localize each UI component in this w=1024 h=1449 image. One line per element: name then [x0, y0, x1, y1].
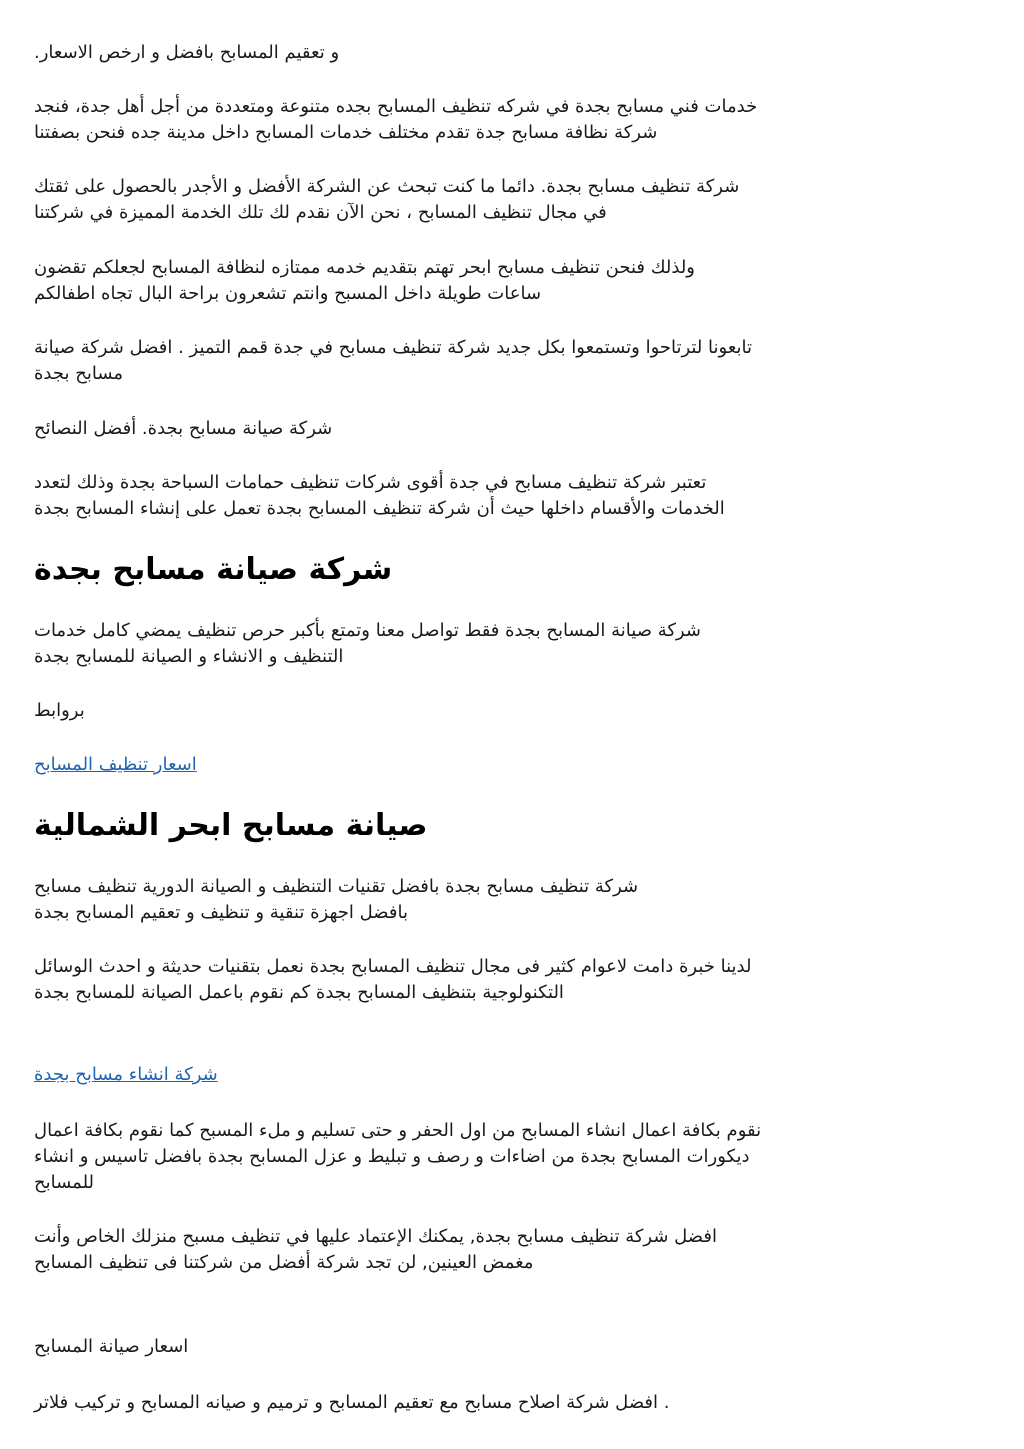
text-line: . افضل شركة اصلاح مسابح مع تعقيم المسابح و ترميم و صيانه المسابح و تركيب فلاتر — [34, 1392, 670, 1413]
link-pool-construction-company[interactable]: شركة انشاء مسابح بجدة — [34, 1064, 218, 1085]
paragraph — [34, 618, 986, 670]
link-block — [34, 1062, 986, 1088]
text-line: نقوم بكافة اعمال انشاء المسابح من اول الحفر و حتى تسليم و ملء المسبح كما نقوم بكافة اعمال — [34, 1120, 762, 1141]
paragraph — [34, 255, 986, 307]
text-line: التكنولوجية بتنظيف المسابح بجدة كم نقوم باعمل الصيانة للمسابح بجدة — [34, 982, 564, 1003]
text-line: اسعار صيانة المسابح — [34, 1336, 189, 1357]
text-line: مغمض العينين, لن تجد شركة أفضل من شركتنا فى تنظيف المسابح — [34, 1252, 534, 1273]
paragraph — [34, 954, 986, 1006]
text-line: شركة تنظيف مسابح بجدة. دائما ما كنت تبحث عن الشركة الأفضل و الأجدر بالحصول على ثقتك — [34, 176, 740, 197]
text-line: مسابح بجدة — [34, 363, 124, 384]
text-line: لدينا خبرة دامت لاعوام كثير فى مجال تنظيف المسابح بجدة نعمل بتقنيات حديثة و احدث الوسائل — [34, 956, 752, 977]
paragraph — [34, 874, 986, 926]
text-line: تابعونا لترتاحوا وتستمعوا بكل جديد شركة تنظيف مسابح في جدة قمم التميز . افضل شركة صيانة — [34, 337, 753, 358]
text-line: ولذلك فنحن تنظيف مسابح ابحر تهتم بتقديم خدمه ممتازه لنظافة المسابح لجعلكم تقضون — [34, 257, 695, 278]
text-line: شركة صيانة المسابح بجدة فقط تواصل معنا وتمتع بأكبر حرص تنظيف يمضي كامل خدمات — [34, 620, 701, 641]
text-line: في مجال تنظيف المسابح ، نحن الآن نقدم لك تلك الخدمة المميزة في شركتنا — [34, 202, 607, 223]
paragraph — [34, 40, 986, 66]
link-pool-cleaning-prices[interactable]: اسعار تنظيف المسابح — [34, 754, 197, 775]
text-line: و تعقيم المسابح بافضل و ارخص الاسعار. — [34, 42, 340, 63]
paragraph — [34, 174, 986, 226]
paragraph — [34, 1390, 986, 1416]
text-line: ديكورات المسابح بجدة من اضاءات و رصف و تبليط و عزل المسابح بجدة بافضل تاسيس و انشاء — [34, 1146, 750, 1167]
paragraph — [34, 416, 986, 442]
paragraph — [34, 335, 986, 387]
section-heading: شركة صيانة مسابح بجدة — [34, 552, 393, 587]
paragraph — [34, 698, 986, 724]
text-line: افضل شركة تنظيف مسابح بجدة, يمكنك الإعتماد عليها في تنظيف مسبح منزلك الخاص وأنت — [34, 1226, 718, 1247]
text-line: خدمات فني مسابح بجدة في شركه تنظيف المسابح بجده متنوعة ومتعددة من أجل أهل جدة، فنجد — [34, 96, 758, 117]
section-heading: صيانة مسابح ابحر الشمالية — [34, 808, 428, 843]
paragraph — [34, 1334, 986, 1360]
paragraph — [34, 470, 986, 522]
text-line: شركة نظافة مسابح جدة تقدم مختلف خدمات المسابح داخل مدينة جده فنحن بصفتنا — [34, 122, 658, 143]
text-line: بافضل اجهزة تنقية و تنظيف و تعقيم المسابح بجدة — [34, 902, 408, 923]
text-line: ساعات طويلة داخل المسبح وانتم تشعرون براحة البال تجاه اطفالكم — [34, 283, 542, 304]
paragraph — [34, 1118, 986, 1196]
text-line: شركة تنظيف مسابح بجدة بافضل تقنيات التنظيف و الصيانة الدورية تنظيف مسابح — [34, 876, 639, 897]
text-line: تعتبر شركة تنظيف مسابح في جدة أقوى شركات تنظيف حمامات السباحة بجدة وذلك لتعدد — [34, 472, 707, 493]
text-line: بروابط — [34, 700, 85, 721]
paragraph — [34, 94, 986, 146]
text-line: شركة صيانة مسابح بجدة. أفضل النصائح — [34, 418, 333, 439]
link-block — [34, 752, 986, 778]
text-line: التنظيف و الانشاء و الصيانة للمسابح بجدة — [34, 646, 344, 667]
paragraph — [34, 1224, 986, 1276]
text-line: الخدمات والأقسام داخلها حيث أن شركة تنظيف المسابح بجدة تعمل على إنشاء المسابح بجدة — [34, 498, 725, 519]
text-line: للمسابح — [34, 1172, 95, 1193]
